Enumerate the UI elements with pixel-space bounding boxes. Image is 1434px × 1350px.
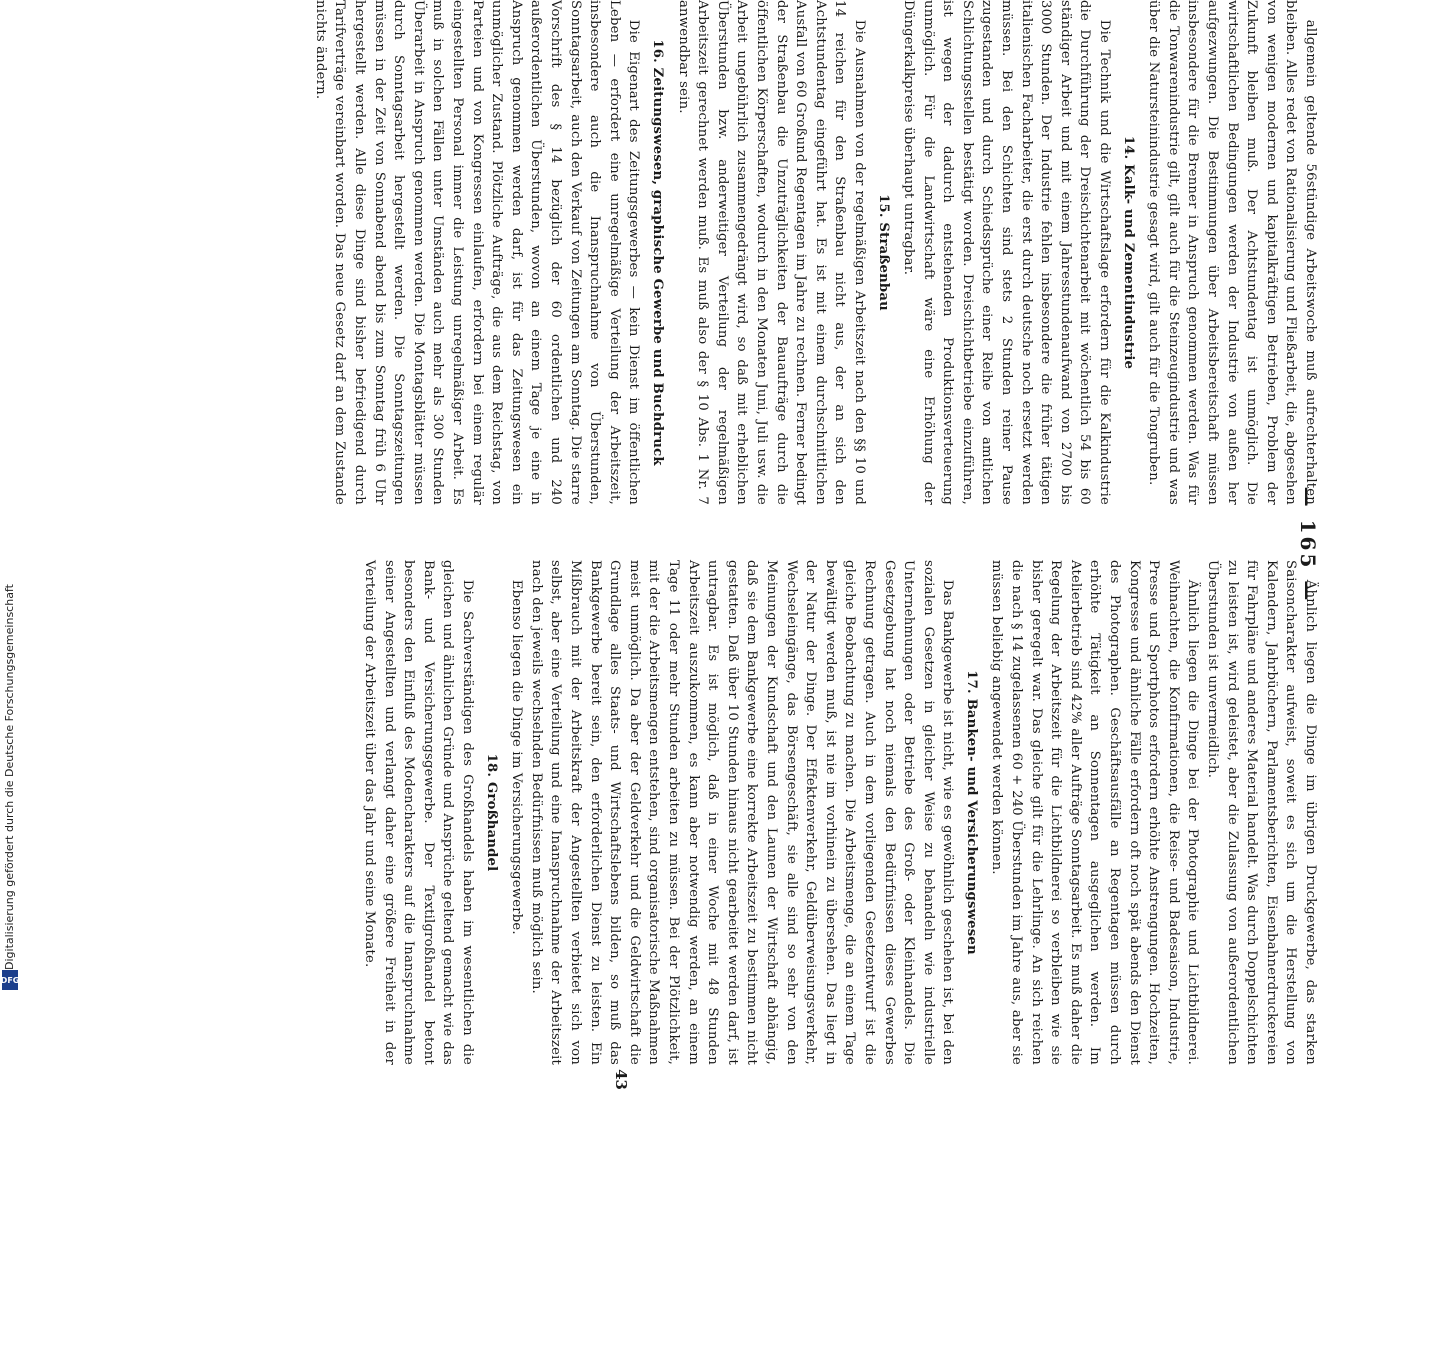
paragraph: Ähnlich liegen die Dinge bei der Photographie und Lichtbildnerei. Weihnachten, die Konfirmationen, die Reise- und Badesaison, Industrie, Presse und Sportphotos erfordern erhöhte Anstrengungen. Hochzeiten, Kongresse und ähnliche Fälle erfordern oft noch spät abends den Dienst des Photographen. Geschäftsausfälle an Regentagen müssen durch erhöhte Tätigkeit an Sonnentagen ausgeglichen werden. Im Atelierbetrieb sind 42% aller Aufträge Sonntagsarbeit. Es muß daher die Regelung der Arbeitszeit für die Lichtbildnerei so verbleiben wie sie bisher geregelt war. Das gleiche gilt für die Lehrlinge. An sich reichen die nach § 14 zugelassenen 60 + 240 Überstunden im Jahre aus, aber sie müssen beliebig angewendet werden können. — [989, 560, 1201, 1065]
paragraph: Die Sachverständigen des Großhandels haben im wesentlichen die gleichen und ähnlichen Gründe und Ansprüche geltend gemacht wie das Bank- und Versicherungsgewerbe. Der Textilgroßhandel betont besonders den Einfluß des Modencharakters auf die Inanspruchnahme seiner Angestellten und verlangt daher eine größere Freiheit in der Verteilung der Arbeitszeit über das Jahr und seine Monate. — [362, 560, 476, 1065]
section-heading: 14. Kalk- und Zementindustrie — [1120, 135, 1136, 370]
section-heading: 18. Großhandel — [483, 753, 499, 872]
page-number: — 165 — — [1296, 486, 1320, 604]
signature-mark: 43 — [612, 1069, 630, 1090]
paragraph: Die Technik und die Wirtschaftslage erfordern für die Kalkindustrie die Durchführung der Dreischichtenarbeit mit wöchentlich 54 bis 60 ständiger Arbeit und mit einem Jahresstundenaufwand von 2700 bis 3000 Stunden. Der Industrie fehlen insbesondere die früher tätigen italienischen Facharbeiter, die erst durch deutsche noch ersetzt werden müssen. Bei den Schichten sind stets 2 Stunden reiner Pause zugestanden und durch Schiedssprüche einer Reihe von amtlichen Schlichtungsstellen bestätigt worden. Dreischichtbetriebe einzuführen, ist wegen der dadurch entstehenden Produktionsverteuerung unmöglich. Für die Landwirtschaft wäre eine Erhöhung der Düngerkalkpreise überhaupt untragbar. — [901, 0, 1113, 505]
page-content — [230, 0, 1320, 1200]
right-column — [360, 560, 1321, 1065]
paragraph: Die Ausnahmen von der regelmäßigen Arbeitszeit nach den §§ 10 und 14 reichen für den Straßenbau nicht aus, der an sich den Achtstundentag eingeführt hat. Es ist mit einem durchschnittlichen Ausfall von 60 Großund Regentagen im Jahre zu rechnen. Ferner bedingt der Straßenbau die Unzuträglichkeiten der Bauaufträge durch die öffentlichen Körperschaften, wodurch in den Monaten Juni, Juli usw. die Arbeit ungebührlich zusammengedrängt wird, so daß mit erheblichen Überstunden bzw. anderweitiger Verteilung der regelmäßigen Arbeitszeit gerechnet werden muß. Es muß also der § 10 Abs. 1 Nr. 7 anwendbar sein. — [675, 0, 867, 505]
section-heading: 17. Banken- und Versicherungswesen — [963, 670, 979, 955]
section-heading: 16. Zeitungswesen, graphische Gewerbe und Buchdruck — [650, 39, 665, 466]
left-column — [310, 0, 1320, 505]
footer-note: Digitalisierung gefördert durch die Deutsche Forschungsgemeinschaft — [3, 584, 16, 970]
dfg-logo-icon: DFG — [2, 970, 18, 990]
document-page — [120, 0, 1320, 1090]
section-heading: 15. Straßenbau — [875, 194, 891, 311]
paragraph: Ähnlich liegen die Dinge im übrigen Druckgewerbe, das starken Saisoncharakter aufweist, soweit es sich um die Herstellung von Kalendern, Jahrbüchern, Parlamentsberichten, Eisenbahnerdruckereien für Fahrpläne und anderes Material handelt. Was durch Doppelschichten zu leisten ist, wird geleistet, aber die Zulassung von außerordentlichen Überstunden ist unvermeidlich. — [1205, 560, 1318, 1065]
paragraph: Das Bankgewerbe ist nicht, wie es gewöhnlich geschehen ist, bei den sozialen Gesetzen in gleicher Weise zu behandeln wie industrielle Unternehmungen oder Betriebe des Groß- oder Kleinhandels. Die Gesetzgebung hat noch niemals den Bedürfnissen dieses Gewerbes Rechnung getragen. Auch in dem vorliegenden Gesetzentwurf ist die gleiche Beobachtung zu machen. Die Arbeitsmenge, die an einem Tage bewältigt werden muß, ist nie im vorhinein zu übersehen. Das liegt in der Natur der Dinge. Der Effektenverkehr, Geldüberweisungsverkehr, Wechseleingänge, das Börsengeschäft, sie alle sind so sehr von den Meinungen der Kundschaft und den Launen der Wirtschaft abhängig, daß sie dem Bankgewerbe eine korrekte Arbeitszeit zu bestimmen nicht gestatten. Daß über 10 Stunden hinaus nicht gearbeitet werden darf, ist untragbar. Es ist möglich, daß in einer Woche mit 48 Stunden Arbeitszeit auszukommen, es kann aber notwendig werden, an einem Tage 11 oder mehr Stunden arbeiten zu müssen. Bei der Plötzlichkeit, mit der die Arbeitsmengen entstehen, sind organisatorische Maßnahmen meist unmöglich. Da aber der Geldverkehr und die Geldwirtschaft die Grundlage alles Staats- und Wirtschaftslebens bilden, so muß das Bankgewerbe bereit sein, den erforderlichen Dienst zu leisten. Ein Mißbrauch mit der Arbeitskraft der Angestellten verbietet sich von selbst, aber eine Verteilung und eine Inanspruchnahme der Arbeitszeit nach den jeweils wechselnden Bedürfnissen muß möglich sein. — [528, 560, 956, 1065]
side-footer — [0, 0, 30, 1000]
paragraph: Die Eigenart des Zeitungsgewerbes — kein Dienst im öffentlichen Leben — erfordert eine unregelmäßige Verteilung der Arbeitszeit, insbesondere auch die Inanspruchnahme von Überstunden, Sonntagsarbeit, auch den Verkauf von Zeitungen am Sonntag. Die starre Vorschrift des § 14 bezüglich der 60 ordentlichen und 240 außerordentlichen Überstunden, wovon an einem Tage je eine in Anspruch genommen werden darf, ist für das Zeitungswesen ein unmöglicher Zustand. Plötzliche Aufträge, die aus dem Reichstag, von Parteien und von Kongressen einlaufen, erfordern bei einem regulär eingestellten Personal immer die Leistung unregelmäßiger Arbeit. Es muß in solchen Fällen unter Umständen auch mehr als 300 Stunden Überarbeit in Anspruch genommen werden. Die Montagsblätter müssen durch Sonntagsarbeit hergestellt werden. Die Sonntagszeitungen müssen in der Zeit von Sonnabend abend bis zum Sonntag früh 6 Uhr hergestellt werden. Alle diese Dinge sind bisher befriedigend durch Tarifverträge vereinbart worden. Das neue Gesetz darf an dem Zustande nichts ändern. — [312, 0, 642, 505]
paragraph: allgemein geltende 56stündige Arbeitswoche muß aufrechterhalten bleiben. Alles redet von Rationalisierung und Fließarbeit, die, abgesehen von wenigen modernen und kapitalkräftigen Betrieben, Problem der Zukunft bleiben muß. Der Achtstundentag ist unmöglich. Die wirtschaftlichen Bedingungen werden der Industrie von außen her aufgezwungen. Die Bestimmungen über Arbeitsbereitschaft müssen insbesondere für die Brenner in Anspruch genommen werden. Was für die Tonwarenindustrie gilt, gilt auch für die Steinzeugindustrie und was über die Natursteinindustrie gesagt wird, gilt auch für die Tongruben. — [1146, 0, 1318, 505]
paragraph: Ebenso liegen die Dinge im Versicherungsgewerbe. — [509, 579, 525, 935]
